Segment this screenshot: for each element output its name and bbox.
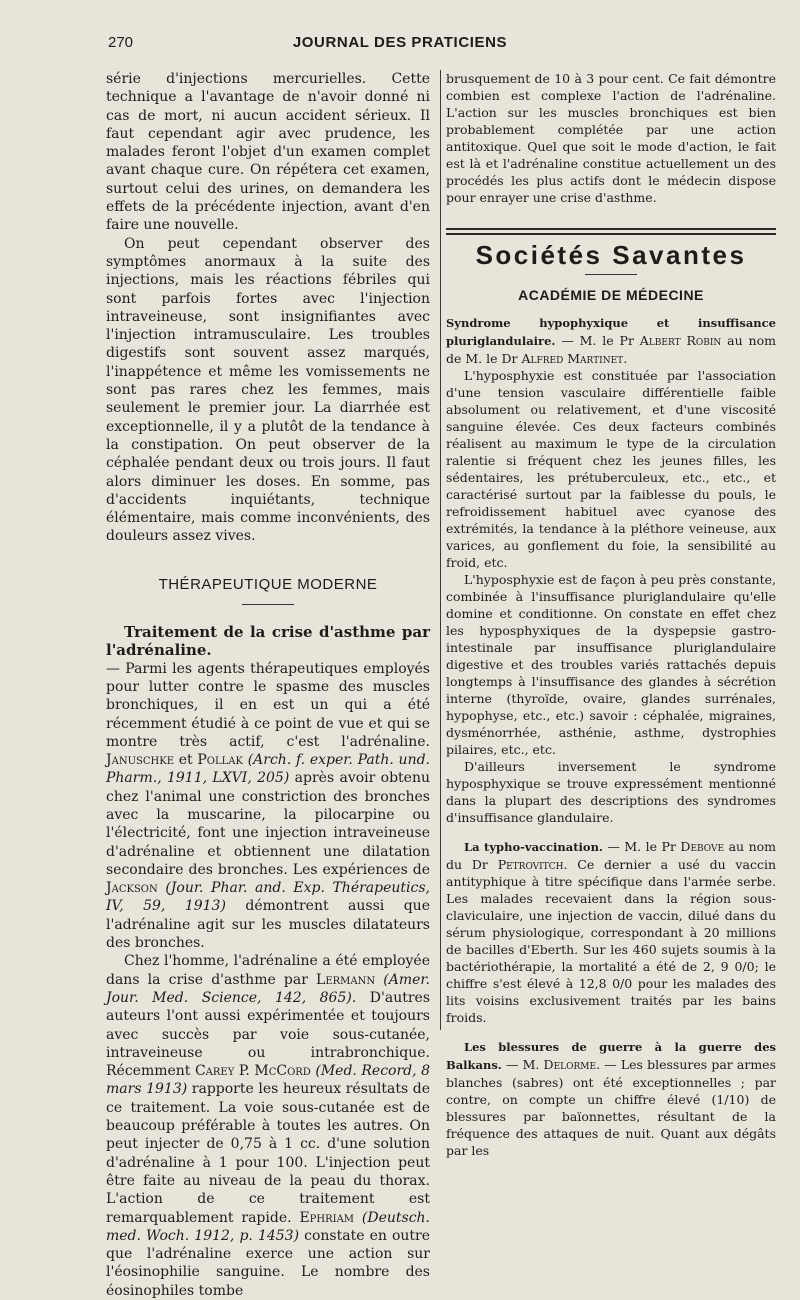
page-header	[0, 30, 800, 58]
report-paragraph: La typho-vaccination. — M. le Pr Debove au nom du Dr Petrovitch. Ce dernier a usé du vaccin antityphique à titre spécifique dans l'armée serbe. Les malades recevaient dans la région sous-claviculaire, une injection de vaccin, dilué dans du sérum physiologique, correspondant à 20 millions de bacilles d'Eberth. Sur les 460 sujets soumis à la bactériothérapie, la mortalité a été de 2, 9 0/0; le chiffre s'est élevé à 12,8 0/0 pour les malades des lits voisins exclusivement traités par les bains froids.	[446, 839, 776, 1025]
article-title: Traitement de la crise d'asthme par l'adrénaline.	[106, 623, 430, 660]
report-paragraph: D'ailleurs inversement le syndrome hyposphyxique se trouve expressément mentionné dans la plupart des descriptions des syndromes d'insuffisance glandulaire.	[446, 759, 776, 825]
report-paragraph: L'hyposphyxie est de façon à peu près constante, combinée à l'insuffisance pluriglandulaire qu'elle domine et conditionne. On constate en effet chez les hyposphyxiques de la dyspepsie gastro-intestinale par insuffisance pluriglandulaire digestive et des troubles variés rattachés depuis longtemps à l'insuffisance des glandes à sécrétion interne (thyroïde, ovaire, glandes surrénales, hypophyse, etc., etc.) savoir : céphalée, migraines, dysménorrhée, asthénie, asthme, dystrophies pilaires, etc., etc.	[446, 572, 776, 757]
paragraph: série d'injections mercurielles. Cette technique a l'avantage de n'avoir donné ni cas de mort, ni aucun accident sérieux. Il faut cependant agir avec prudence, les malades feront l'objet d'un examen complet avant chaque cure. On répétera cet examen, surtout celui des urines, on demandera les effets de la précédente injection, avant d'en faire une nouvelle.	[106, 71, 430, 234]
left-column	[106, 70, 431, 1299]
article-paragraph: Chez l'homme, l'adrénaline a été employée dans la crise d'asthme par Lermann (Amer. Jour. Med. Science, 142, 865). D'autres auteurs l'ont aussi expérimentée et toujours avec succès par voie sous-cutanée, intraveineuse ou intrabronchique. Récemment Carey P. McCord (Med. Record, 8 mars 1913) rapporte les heureux résultats de ce traitement. La voie sous-cutanée est de beaucoup préférable à toutes les autres. On peut injecter de 0,75 à 1 cc. d'une solution d'adrénaline à 1 pour 100. L'injection peut être faite au niveau de la peau du thorax. L'action de ce traitement est remarquablement rapide. Ephriam (Deutsch. med. Woch. 1912, p. 1453) constate en outre que l'adrénaline exerce une action sur l'éosinophilie sanguine. Le nombre des éosinophiles tombe	[106, 953, 431, 1299]
article-paragraph: — Parmi les agents thérapeutiques employés pour lutter contre le spasme des muscles bronchiques, il en est un qui a été récemment étudié à ce point de vue et qui se montre très actif, c'est l'adrénaline. Januschke et Pollak (Arch. f. exper. Path. und. Pharm., 1911, LXVI, 205) après avoir obtenu chez l'animal une constriction des bronches avec la muscarine, la pilocarpine ou l'électricité, font une injection intraveineuse d'adrénaline et obtiennent une dilatation secondaire des bronches. Les expériences de Jackson (Jour. Phar. and. Exp. Thérapeutics, IV, 59, 1913) démontrent aussi que l'adrénaline agit sur les muscles dilatateurs des bronches.	[106, 660, 431, 952]
journal-title: JOURNAL DES PRATICIENS	[292, 34, 508, 51]
societes-savantes-title: Sociétés Savantes	[475, 240, 747, 270]
paragraph: brusquement de 10 à 3 pour cent. Ce fait démontre combien est complexe l'action de l'adrénaline. L'action sur les muscles bronchiques est bien probablement complétée par une action antitoxique. Quel que soit le mode d'action, le fait est là et l'adrénaline constitue actuellement un des procédés les plus actifs dont le médecin dispose pour enrayer une crise d'asthme.	[446, 71, 776, 205]
section-title: THÉRAPEUTIQUE MODERNE	[158, 575, 378, 593]
report-paragraph: L'hyposphyxie est constituée par l'association d'une tension vasculaire différentielle faible absolument ou relativement, et d'une viscosité sanguine élevée. Ces deux facteurs combinés réalisent au maximum le type de la circulation ralentie si fréquent chez les jeunes filles, les sédentaires, les prétuberculeux, etc., etc., et caractérisé surtout par la faiblesse du pouls, le refroidissement habituel avec cyanose des extrémités, la tendance à la pléthore veineuse, aux varices, au gonflement du foie, la sensibilité au froid, etc.	[446, 368, 776, 570]
academie-title: ACADÉMIE DE MÉDECINE	[518, 287, 704, 303]
right-column	[446, 70, 776, 1158]
title-rule	[585, 274, 637, 275]
page-number: 270	[108, 34, 134, 51]
report-heading: Syndrome hypophyxique et insuffisance pluriglandulaire. — M. le Pr Albert Robin au nom de M. le Dr Alfred Martinet.	[446, 316, 776, 366]
report-paragraph: Les blessures de guerre à la guerre des Balkans. — M. Delorme. — Les blessures par armes blanches (sabres) ont été exceptionnelles ; par contre, on compte un chiffre élevé (1/10) de blessures par baïonnettes, résultant de la fréquence des attaques de nuit. Quant aux dégâts par les	[446, 1040, 776, 1158]
column-divider	[440, 70, 441, 1030]
double-rule	[446, 228, 776, 235]
section-rule	[242, 604, 294, 605]
paragraph: On peut cependant observer des symptômes anormaux à la suite des injections, mais les réactions fébriles qui sont parfois fortes avec l'injection intraveineuse, sont insignifiantes avec l'injection intramusculaire. Les troubles digestifs sont souvent assez marqués, l'inappétence et même les vomissements ne sont pas rares chez les femmes, mais seulement le premier jour. La diarrhée est exceptionnelle, il y a plutôt de la tendance à la constipation. On peut observer de la céphalée pendant deux ou trois jours. Il faut alors diminuer les doses. En somme, pas d'accidents inquiétants, technique élémentaire, mais comme inconvénients, des douleurs assez vives.	[106, 235, 430, 545]
